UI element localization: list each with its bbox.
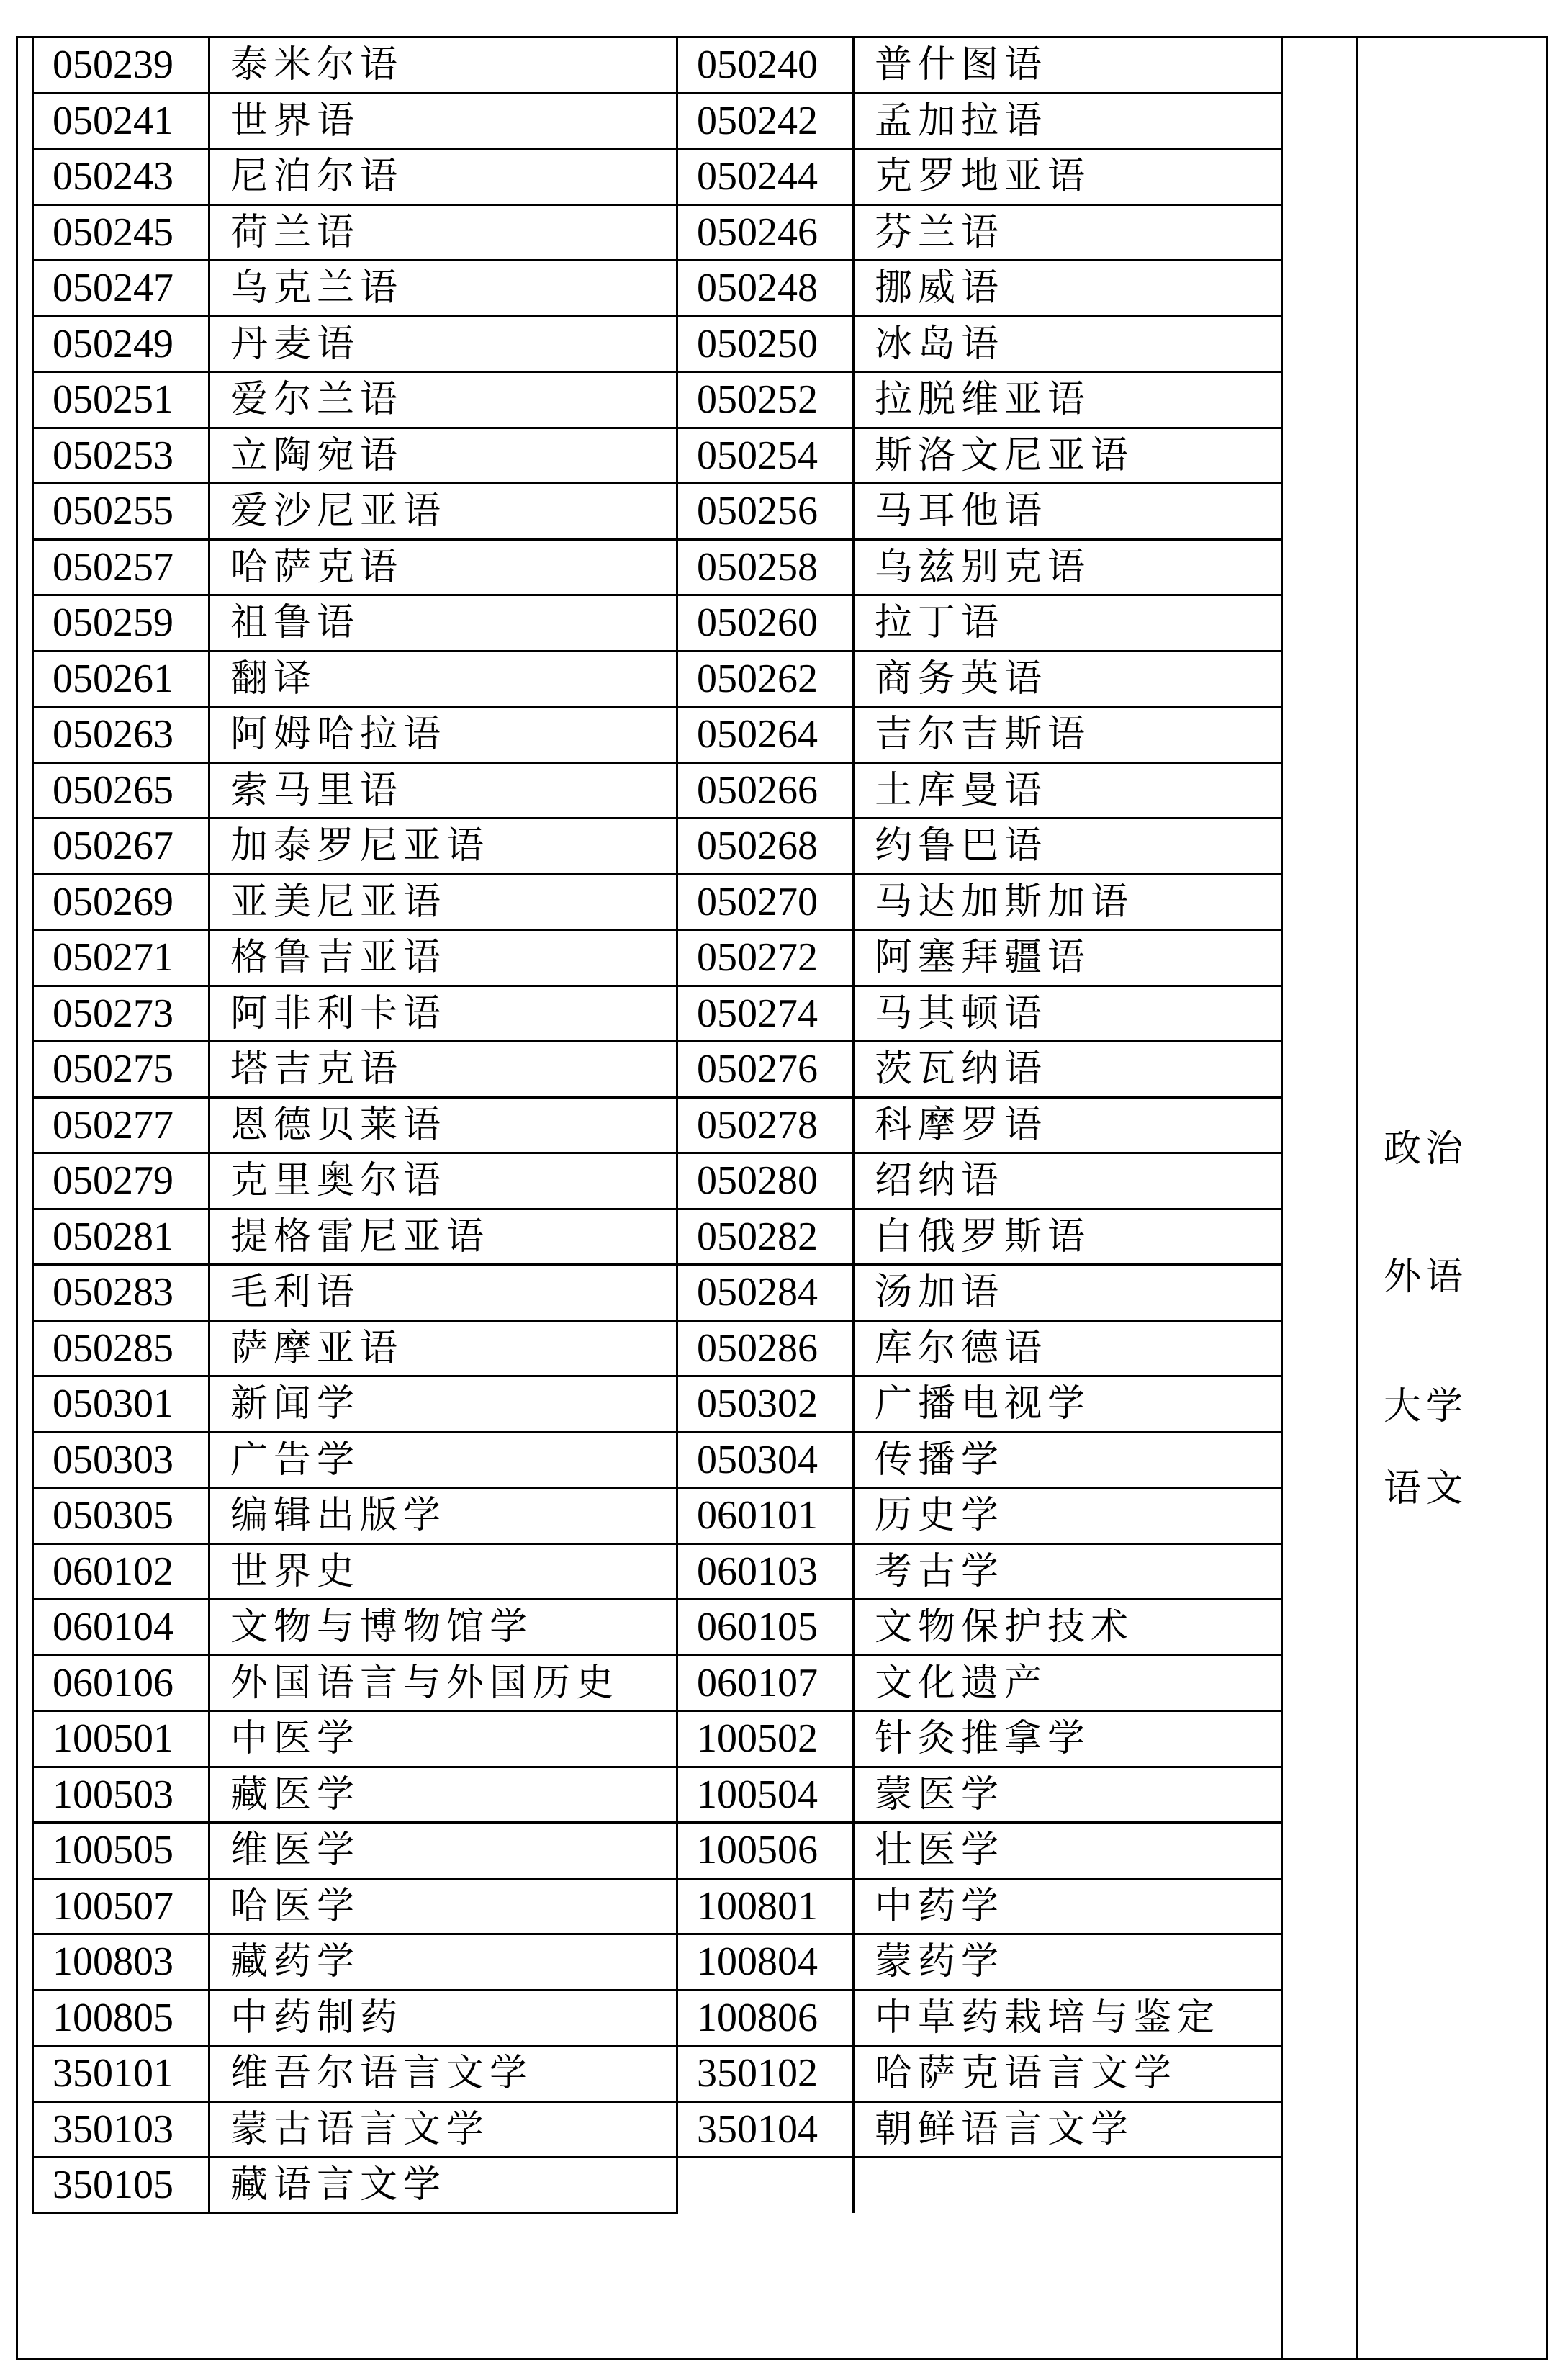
major-code-cell: 050251: [33, 372, 209, 428]
major-code-cell: 100805: [33, 1990, 209, 2046]
major-code-cell: 050240: [677, 37, 854, 94]
major-name-cell: 中药制药: [209, 1990, 677, 2046]
subject-politics: 政治: [1384, 1127, 1468, 1171]
table-row: [33, 372, 1282, 428]
table-row: [33, 1265, 1282, 1321]
table-row: [33, 1600, 1282, 1656]
table-row: [33, 149, 1282, 205]
major-code-cell: 050273: [33, 986, 209, 1042]
major-name-cell: 索马里语: [209, 762, 677, 819]
major-code-cell: 050250: [677, 316, 854, 372]
table-row: [33, 762, 1282, 819]
major-name-cell: 爱尔兰语: [209, 372, 677, 428]
major-code-cell: 050284: [677, 1265, 854, 1321]
major-code-cell: 050248: [677, 261, 854, 317]
major-code-cell: 050245: [33, 204, 209, 261]
major-name-cell: 中医学: [209, 1711, 677, 1767]
major-code-cell: 060103: [677, 1543, 854, 1600]
major-name-cell: 格鲁吉亚语: [209, 930, 677, 986]
major-name-cell: 新闻学: [209, 1376, 677, 1433]
major-name-cell: 塔吉克语: [209, 1042, 677, 1098]
subject-foreign-language: 外语: [1384, 1256, 1468, 1299]
major-name-cell: 壮医学: [854, 1823, 1282, 1879]
major-code-cell: 050283: [33, 1265, 209, 1321]
major-code-cell: 050278: [677, 1097, 854, 1153]
major-code-cell: 050281: [33, 1209, 209, 1265]
major-name-cell: 丹麦语: [209, 316, 677, 372]
major-code-cell: 050258: [677, 539, 854, 595]
major-name-cell: 中药学: [854, 1878, 1282, 1934]
major-code-cell: 050244: [677, 149, 854, 205]
table-row: [33, 1655, 1282, 1711]
major-code-cell: 050257: [33, 539, 209, 595]
major-code-cell: 050241: [33, 93, 209, 149]
major-code-cell: 100503: [33, 1767, 209, 1823]
major-name-cell: 朝鲜语言文学: [854, 2101, 1282, 2158]
major-code-cell: 050266: [677, 762, 854, 819]
major-code-cell: 350103: [33, 2101, 209, 2158]
major-name-cell: 土库曼语: [854, 762, 1282, 819]
major-name-cell: 芬兰语: [854, 204, 1282, 261]
major-code-cell: 050239: [33, 37, 209, 94]
major-name-cell: 世界史: [209, 1543, 677, 1600]
table-row: [33, 819, 1282, 875]
table-row: [33, 93, 1282, 149]
major-name-cell: 普什图语: [854, 37, 1282, 94]
major-name-cell: 世界语: [209, 93, 677, 149]
major-code-cell: 060106: [33, 1655, 209, 1711]
major-name-cell: 历史学: [854, 1488, 1282, 1544]
table-row: [33, 2158, 1282, 2214]
major-name-cell: 外国语言与外国历史: [209, 1655, 677, 1711]
table-row: [33, 2046, 1282, 2102]
major-name-cell: 中草药栽培与鉴定: [854, 1990, 1282, 2046]
major-code-cell: 350104: [677, 2101, 854, 2158]
major-name-cell: 阿姆哈拉语: [209, 707, 677, 763]
major-code-cell: 050255: [33, 484, 209, 540]
subject-college-chinese-1: 大学: [1384, 1385, 1468, 1428]
major-code-cell: 100804: [677, 1934, 854, 1991]
major-code-cell: 050274: [677, 986, 854, 1042]
major-code-cell: 100505: [33, 1823, 209, 1879]
table-row: [33, 1767, 1282, 1823]
major-name-cell: 爱沙尼亚语: [209, 484, 677, 540]
major-name-cell: 马其顿语: [854, 986, 1282, 1042]
major-code-cell: 050304: [677, 1432, 854, 1488]
table-row: [33, 261, 1282, 317]
major-name-cell: 文化遗产: [854, 1655, 1282, 1711]
column-divider: [1356, 36, 1358, 2360]
major-name-cell: 尼泊尔语: [209, 149, 677, 205]
table-row: [33, 1097, 1282, 1153]
major-name-cell: 克里奥尔语: [209, 1153, 677, 1209]
major-name-cell: 孟加拉语: [854, 93, 1282, 149]
table-row: [33, 1209, 1282, 1265]
table-row: [33, 651, 1282, 707]
table-row: [33, 1488, 1282, 1544]
major-name-cell: [854, 2158, 1282, 2214]
major-code-cell: 060107: [677, 1655, 854, 1711]
major-name-cell: 泰米尔语: [209, 37, 677, 94]
major-code-cell: 050265: [33, 762, 209, 819]
major-code-cell: [677, 2158, 854, 2214]
major-code-cell: 350105: [33, 2158, 209, 2214]
major-name-cell: 拉脱维亚语: [854, 372, 1282, 428]
table-row: [33, 539, 1282, 595]
major-name-cell: 白俄罗斯语: [854, 1209, 1282, 1265]
major-name-cell: 藏药学: [209, 1934, 677, 1991]
major-name-cell: 哈医学: [209, 1878, 677, 1934]
major-code-cell: 050254: [677, 428, 854, 484]
table-row: [33, 1320, 1282, 1376]
major-name-cell: 哈萨克语言文学: [854, 2046, 1282, 2102]
major-name-cell: 斯洛文尼亚语: [854, 428, 1282, 484]
major-name-cell: 蒙医学: [854, 1767, 1282, 1823]
major-code-cell: 050268: [677, 819, 854, 875]
major-code-cell: 050279: [33, 1153, 209, 1209]
table-row: [33, 874, 1282, 930]
major-code-cell: 100501: [33, 1711, 209, 1767]
major-name-cell: 蒙古语言文学: [209, 2101, 677, 2158]
major-code-cell: 050272: [677, 930, 854, 986]
major-code-cell: 050267: [33, 819, 209, 875]
table-row: [33, 1711, 1282, 1767]
major-name-cell: 马达加斯加语: [854, 874, 1282, 930]
major-code-cell: 050242: [677, 93, 854, 149]
major-name-cell: 恩德贝莱语: [209, 1097, 677, 1153]
major-code-cell: 050282: [677, 1209, 854, 1265]
major-code-cell: 350102: [677, 2046, 854, 2102]
table-row: [33, 930, 1282, 986]
table-row: [33, 1823, 1282, 1879]
major-code-cell: 060104: [33, 1600, 209, 1656]
major-name-cell: 文物保护技术: [854, 1600, 1282, 1656]
table-row: [33, 1990, 1282, 2046]
major-code-cell: 100507: [33, 1878, 209, 1934]
table-row: [33, 428, 1282, 484]
table-row: [33, 1878, 1282, 1934]
major-code-cell: 060105: [677, 1600, 854, 1656]
major-code-cell: 100803: [33, 1934, 209, 1991]
major-name-cell: 阿塞拜疆语: [854, 930, 1282, 986]
major-code-cell: 050259: [33, 595, 209, 652]
major-code-cell: 050285: [33, 1320, 209, 1376]
major-name-cell: 亚美尼亚语: [209, 874, 677, 930]
major-code-cell: 050303: [33, 1432, 209, 1488]
major-code-cell: 050247: [33, 261, 209, 317]
table-row: [33, 986, 1282, 1042]
major-code-cell: 050275: [33, 1042, 209, 1098]
major-code-cell: 050246: [677, 204, 854, 261]
major-name-cell: 吉尔吉斯语: [854, 707, 1282, 763]
table-row: [33, 484, 1282, 540]
major-code-cell: 350101: [33, 2046, 209, 2102]
major-code-cell: 050249: [33, 316, 209, 372]
major-code-cell: 050243: [33, 149, 209, 205]
major-code-cell: 050261: [33, 651, 209, 707]
subject-college-chinese-2: 语文: [1384, 1467, 1468, 1510]
major-name-cell: 哈萨克语: [209, 539, 677, 595]
table-row: [33, 37, 1282, 94]
major-name-cell: 藏语言文学: [209, 2158, 677, 2214]
major-name-cell: 考古学: [854, 1543, 1282, 1600]
major-name-cell: 约鲁巴语: [854, 819, 1282, 875]
major-name-cell: 传播学: [854, 1432, 1282, 1488]
major-code-cell: 050252: [677, 372, 854, 428]
major-code-cell: 050263: [33, 707, 209, 763]
major-name-cell: 翻译: [209, 651, 677, 707]
major-name-cell: 茨瓦纳语: [854, 1042, 1282, 1098]
major-code-table: [32, 36, 1283, 2214]
major-name-cell: 立陶宛语: [209, 428, 677, 484]
major-code-cell: 060102: [33, 1543, 209, 1600]
major-code-cell: 050277: [33, 1097, 209, 1153]
table-row: [33, 1432, 1282, 1488]
table-row: [33, 1042, 1282, 1098]
table-row: [33, 1543, 1282, 1600]
major-code-cell: 050271: [33, 930, 209, 986]
major-name-cell: 库尔德语: [854, 1320, 1282, 1376]
major-name-cell: 祖鲁语: [209, 595, 677, 652]
major-name-cell: 广播电视学: [854, 1376, 1282, 1433]
major-code-cell: 050253: [33, 428, 209, 484]
major-code-cell: 100502: [677, 1711, 854, 1767]
major-code-cell: 050269: [33, 874, 209, 930]
major-code-cell: 050264: [677, 707, 854, 763]
major-name-cell: 广告学: [209, 1432, 677, 1488]
major-name-cell: 编辑出版学: [209, 1488, 677, 1544]
major-name-cell: 萨摩亚语: [209, 1320, 677, 1376]
table-row: [33, 316, 1282, 372]
major-code-cell: 050302: [677, 1376, 854, 1433]
major-name-cell: 文物与博物馆学: [209, 1600, 677, 1656]
table-row: [33, 1376, 1282, 1433]
major-code-cell: 050276: [677, 1042, 854, 1098]
major-code-cell: 100504: [677, 1767, 854, 1823]
major-code-cell: 060101: [677, 1488, 854, 1544]
major-name-cell: 藏医学: [209, 1767, 677, 1823]
major-name-cell: 绍纳语: [854, 1153, 1282, 1209]
major-name-cell: 维吾尔语言文学: [209, 2046, 677, 2102]
major-name-cell: 乌兹别克语: [854, 539, 1282, 595]
major-code-cell: 100806: [677, 1990, 854, 2046]
major-name-cell: 拉丁语: [854, 595, 1282, 652]
table-row: [33, 204, 1282, 261]
major-code-cell: 050301: [33, 1376, 209, 1433]
major-name-cell: 冰岛语: [854, 316, 1282, 372]
major-name-cell: 荷兰语: [209, 204, 677, 261]
major-name-cell: 乌克兰语: [209, 261, 677, 317]
major-code-cell: 100801: [677, 1878, 854, 1934]
major-code-cell: 050280: [677, 1153, 854, 1209]
major-name-cell: 毛利语: [209, 1265, 677, 1321]
major-code-cell: 050260: [677, 595, 854, 652]
major-code-cell: 050305: [33, 1488, 209, 1544]
major-name-cell: 提格雷尼亚语: [209, 1209, 677, 1265]
major-code-cell: 050262: [677, 651, 854, 707]
major-name-cell: 加泰罗尼亚语: [209, 819, 677, 875]
major-name-cell: 马耳他语: [854, 484, 1282, 540]
major-code-cell: 050286: [677, 1320, 854, 1376]
table-row: [33, 2101, 1282, 2158]
major-name-cell: 科摩罗语: [854, 1097, 1282, 1153]
table-row: [33, 707, 1282, 763]
major-name-cell: 汤加语: [854, 1265, 1282, 1321]
major-name-cell: 维医学: [209, 1823, 677, 1879]
major-name-cell: 克罗地亚语: [854, 149, 1282, 205]
major-name-cell: 蒙药学: [854, 1934, 1282, 1991]
major-name-cell: 商务英语: [854, 651, 1282, 707]
table-row: [33, 1934, 1282, 1991]
major-name-cell: 挪威语: [854, 261, 1282, 317]
table-row: [33, 595, 1282, 652]
table-row: [33, 1153, 1282, 1209]
major-name-cell: 针灸推拿学: [854, 1711, 1282, 1767]
major-code-cell: 100506: [677, 1823, 854, 1879]
major-code-cell: 050270: [677, 874, 854, 930]
major-code-cell: 050256: [677, 484, 854, 540]
major-name-cell: 阿非利卡语: [209, 986, 677, 1042]
